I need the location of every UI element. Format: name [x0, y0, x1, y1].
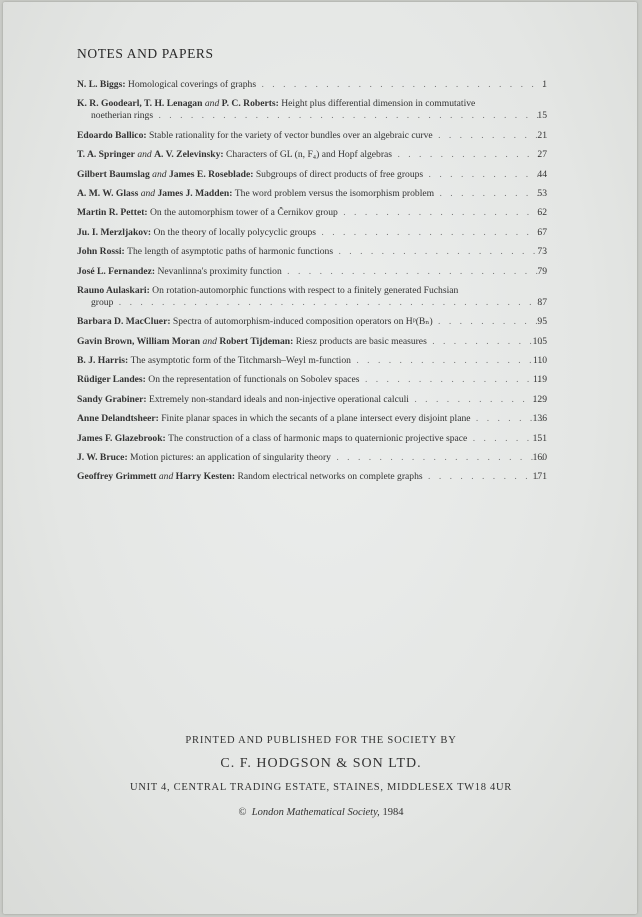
author-separator: and: [200, 335, 220, 347]
toc-author: Rauno Aulaskari: [77, 284, 147, 296]
toc-entry-line: Ju. I. Merzljakov: On the theory of locally polycyclic groups . . .: [77, 227, 547, 239]
toc-entry: [77, 336, 547, 348]
toc-entry: [77, 188, 547, 200]
toc-entry-line: N. L. Biggs: Homological coverings of graphs . . .: [77, 79, 547, 91]
toc-entry-line: Geoffrey Grimmett and Harry Kesten: Random electrical networks on complete graphs . . .: [77, 471, 547, 483]
toc-title: On the theory of locally polycyclic groups: [153, 226, 317, 238]
toc-entry: [77, 433, 547, 445]
toc-entry-line: Gavin Brown, William Moran and Robert Tijdeman: Riesz products are basic measures . . .: [77, 336, 547, 348]
toc-entry-line: T. A. Springer and A. V. Zelevinsky: Characters of GL (n, F₄) and Hopf algebras . . .: [77, 149, 547, 161]
toc-entry: [77, 285, 547, 309]
toc-entry: [77, 266, 547, 278]
copyright-symbol: ©: [238, 807, 247, 818]
toc-author: James F. Glazebrook: [77, 432, 163, 444]
toc-title: The word problem versus the isomorphism problem: [234, 187, 435, 199]
author-separator: and: [202, 98, 222, 110]
imprint-copyright: [0, 807, 642, 818]
toc-entry-line: Edoardo Ballico: Stable rationality for the variety of vector bundles over an algebraic curve . . .: [77, 130, 547, 142]
toc-page-number: 67: [537, 226, 547, 238]
toc-entry: [77, 355, 547, 367]
toc-author: Barbara D. MacCluer: [77, 316, 168, 328]
toc-page-number: 160: [532, 452, 547, 464]
society-name: London Mathematical Society,: [251, 807, 380, 818]
imprint-line-printed-by: PRINTED AND PUBLISHED FOR THE SOCIETY BY: [185, 735, 457, 746]
toc-page-number: 15: [537, 110, 547, 122]
toc-title: The construction of a class of harmonic maps to quaternionic projective space: [168, 432, 468, 444]
toc-title: On the representation of functionals on Sobolev spaces: [148, 374, 360, 386]
toc-entry-line: Sandy Grabiner: Extremely non-standard ideals and non-injective operational calculi . . .: [77, 394, 547, 406]
table-of-contents: [77, 79, 547, 491]
toc-page-number: 1: [542, 79, 547, 90]
toc-page-number: 129: [532, 393, 547, 405]
toc-title: The asymptotic form of the Titchmarsh–Weyl m-function: [130, 355, 351, 367]
toc-author: Geoffrey Grimmett: [77, 471, 157, 483]
copyright-year: 1984: [382, 807, 404, 818]
imprint-publisher-name: C. F. HODGSON & SON LTD.: [220, 756, 422, 771]
toc-page-number: 79: [537, 265, 547, 277]
author-separator: and: [138, 187, 158, 199]
toc-entry: [77, 452, 547, 464]
toc-title: On rotation-automorphic functions with respect to a finitely generated Fuchsian: [152, 284, 459, 296]
toc-entry: [77, 169, 547, 181]
toc-page-number: 171: [532, 471, 547, 483]
toc-page-number: 110: [532, 355, 547, 367]
section-heading: NOTES AND PAPERS: [77, 46, 214, 61]
toc-title: The length of asymptotic paths of harmonic functions: [127, 246, 334, 258]
author-separator: and: [149, 168, 169, 180]
toc-author: José L. Fernandez: [77, 265, 152, 277]
toc-author: Gilbert Baumslag: [77, 168, 150, 180]
toc-author: John Rossi: [77, 246, 122, 258]
toc-page-number: 136: [532, 413, 547, 425]
toc-title: Spectra of automorphism-induced composition operators on Hᵖ(Bₙ): [172, 316, 433, 328]
toc-page-number: 73: [537, 246, 547, 258]
toc-entry-line: John Rossi: The length of asymptotic paths of harmonic functions . . .: [77, 246, 547, 258]
toc-entry: [77, 471, 547, 483]
toc-entry-line: James F. Glazebrook: The construction of a class of harmonic maps to quaternionic projective space . . .: [77, 433, 547, 445]
toc-author: Martin R. Pettet: [77, 207, 145, 219]
toc-entry: [77, 246, 547, 258]
toc-entry-line: Gilbert Baumslag and James E. Roseblade: Subgroups of direct products of free groups . . .: [77, 169, 547, 181]
toc-entry-line: B. J. Harris: The asymptotic form of the Titchmarsh–Weyl m-function . . .: [77, 355, 547, 367]
toc-author: N. L. Biggs: [77, 79, 123, 90]
toc-page-number: 44: [537, 168, 547, 180]
toc-page-number: 95: [537, 316, 547, 328]
toc-author: Rüdiger Landes: [77, 374, 143, 386]
toc-author: Edoardo Ballico: [77, 129, 144, 141]
toc-entry: [77, 374, 547, 386]
toc-author: J. W. Bruce: [77, 452, 125, 464]
toc-author: Robert Tijdeman: [219, 335, 291, 347]
toc-entry: [77, 227, 547, 239]
toc-author: Gavin Brown, William Moran: [77, 335, 201, 347]
toc-author: P. C. Roberts: [221, 98, 276, 110]
toc-page-number: 105: [532, 335, 547, 347]
toc-author: A. M. W. Glass: [77, 187, 139, 199]
toc-title: Finite planar spaces in which the secants of a plane intersect every disjoint plane: [161, 413, 471, 425]
toc-title: Height plus differential dimension in commutative: [281, 98, 476, 110]
toc-author: Harry Kesten: [175, 471, 232, 483]
toc-title: Characters of GL (n, F₄) and Hopf algebras: [226, 149, 393, 161]
toc-page-number: 119: [532, 374, 547, 386]
toc-entry: [77, 413, 547, 425]
toc-page-number: 53: [537, 187, 547, 199]
toc-entry-line: Anne Delandtsheer: Finite planar spaces in which the secants of a plane intersect every disjoint plane . . .: [77, 413, 547, 425]
toc-entry: [77, 79, 547, 91]
toc-page-number: 62: [537, 207, 547, 219]
toc-entry: [77, 130, 547, 142]
author-separator: and: [134, 149, 155, 161]
toc-author: James J. Madden: [157, 187, 230, 199]
toc-entry: [77, 316, 547, 328]
toc-entry-line: K. R. Goodearl, T. H. Lenagan and P. C. Roberts: Height plus differential dimension in commutative: [77, 98, 476, 110]
toc-entry-line: José L. Fernandez: Nevanlinna's proximity function . . .: [77, 266, 547, 278]
toc-title: Extremely non-standard ideals and non-injective operational calculi: [148, 393, 409, 405]
toc-author: Ju. I. Merzljakov: [77, 226, 148, 238]
toc-title: Nevanlinna's proximity function: [157, 265, 282, 277]
toc-entry-line: Martin R. Pettet: On the automorphism tower of a Černikov group . . .: [77, 207, 547, 219]
toc-author: K. R. Goodearl, T. H. Lenagan: [77, 98, 203, 110]
toc-entry: [77, 98, 547, 122]
toc-entry: [77, 149, 547, 161]
toc-author: A. V. Zelevinsky: [154, 149, 221, 161]
back-cover-page: [3, 2, 637, 914]
toc-page-number: 87: [537, 296, 547, 308]
toc-page-number: 151: [532, 432, 547, 444]
toc-title: Riesz products are basic measures: [295, 335, 427, 347]
toc-title: Stable rationality for the variety of vector bundles over an algebraic curve: [148, 129, 433, 141]
toc-author: Sandy Grabiner: [77, 393, 144, 405]
toc-author: James E. Roseblade: [168, 168, 251, 180]
toc-author: Anne Delandtsheer: [77, 413, 156, 425]
toc-page-number: 21: [537, 129, 547, 141]
toc-entry-line: A. M. W. Glass and James J. Madden: The word problem versus the isomorphism problem . . .: [77, 188, 547, 200]
toc-title-continuation: group . . .: [77, 297, 547, 309]
author-separator: and: [156, 471, 176, 483]
toc-entry: [77, 394, 547, 406]
toc-title: Subgroups of direct products of free groups: [255, 168, 424, 180]
toc-entry-line: J. W. Bruce: Motion pictures: an application of singularity theory . . .: [77, 452, 547, 464]
toc-title-continuation: noetherian rings . . .: [77, 110, 547, 122]
toc-entry: [77, 207, 547, 219]
toc-title: Random electrical networks on complete graphs: [237, 471, 423, 483]
toc-entry-line: Barbara D. MacCluer: Spectra of automorphism-induced composition operators on Hᵖ(Bₙ) . . .: [77, 316, 547, 328]
toc-title: Homological coverings of graphs: [127, 79, 257, 90]
toc-page-number: 27: [537, 149, 547, 161]
toc-entry-line: Rüdiger Landes: On the representation of functionals on Sobolev spaces . . .: [77, 374, 547, 386]
imprint-address: UNIT 4, CENTRAL TRADING ESTATE, STAINES, MIDDLESEX TW18 4UR: [130, 782, 512, 793]
toc-title: Motion pictures: an application of singularity theory: [130, 452, 331, 464]
toc-author: T. A. Springer: [77, 149, 135, 161]
toc-author: B. J. Harris: [77, 355, 125, 367]
toc-entry-line: Rauno Aulaskari: On rotation-automorphic functions with respect to a finitely generated Fuchsian: [77, 284, 459, 296]
toc-title: On the automorphism tower of a Černikov group: [149, 207, 338, 219]
